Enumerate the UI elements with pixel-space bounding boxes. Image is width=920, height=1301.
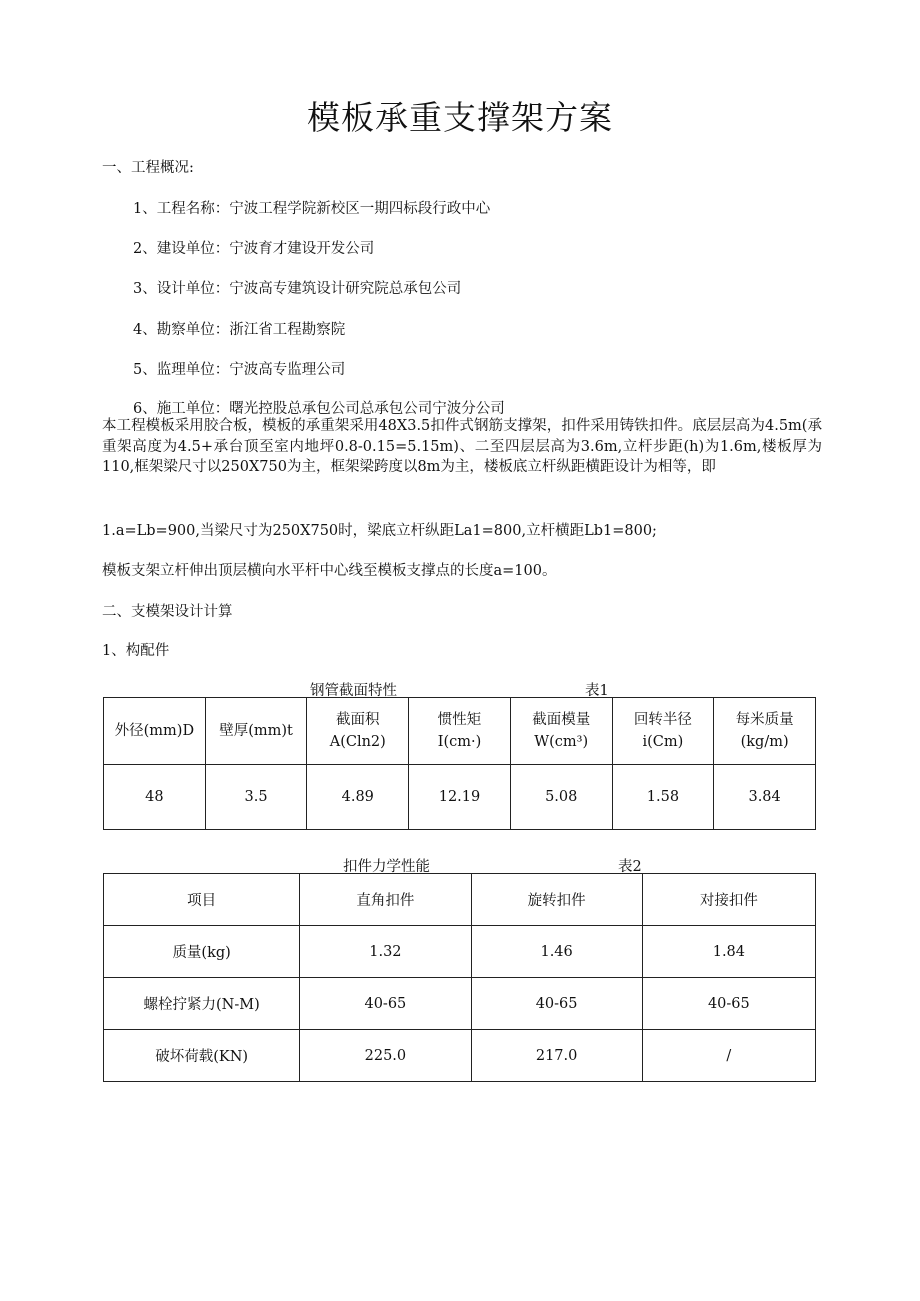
page-title: 模板承重支撑架方案 <box>307 98 613 137</box>
value-cell: 3.5 <box>205 765 307 830</box>
header-cell: 每米质量 (kg/m) <box>714 698 816 765</box>
survey-line: 4、勘察单位：浙江省工程勘察院 <box>133 322 346 338</box>
table-row <box>104 1030 816 1082</box>
project-name-line: 1、工程名称：宁波工程学院新校区一期四标段行政中心 <box>133 201 491 217</box>
steel-pipe-properties-table <box>103 697 816 830</box>
table-row <box>104 765 816 830</box>
value-cell: 225.0 <box>300 1030 471 1082</box>
header-cell: 旋转扣件 <box>471 874 642 926</box>
value-cell: 1.58 <box>612 765 714 830</box>
header-cell: 对接扣件 <box>642 874 815 926</box>
header-cell: 直角扣件 <box>300 874 471 926</box>
value-cell: / <box>642 1030 815 1082</box>
header-cell: 惯性矩 I(cm·) <box>409 698 511 765</box>
value-cell: 40-65 <box>300 978 471 1030</box>
table-row <box>104 926 816 978</box>
table-header-row <box>104 874 816 926</box>
spacing-line: 1.a=Lb=900,当梁尺寸为250X750时，梁底立杆纵距La1=800,立杆横距Lb1=800; <box>102 523 657 539</box>
table1-caption: 钢管截面特性 <box>310 683 397 699</box>
value-cell: 5.08 <box>510 765 612 830</box>
value-cell: 40-65 <box>642 978 815 1030</box>
value-cell: 1.46 <box>471 926 642 978</box>
header-cell: 回转半径 i(Cm) <box>612 698 714 765</box>
fastener-properties-table <box>103 873 816 1082</box>
header-cell: 截面模量 W(cm³) <box>510 698 612 765</box>
header-cell: 截面积 A(Cln2) <box>307 698 409 765</box>
value-cell: 48 <box>104 765 206 830</box>
table-header-row <box>104 698 816 765</box>
value-cell: 12.19 <box>409 765 511 830</box>
value-cell: 40-65 <box>471 978 642 1030</box>
value-cell: 217.0 <box>471 1030 642 1082</box>
extension-line: 模板支架立杆伸出顶层横向水平杆中心线至模板支撑点的长度a=100。 <box>102 563 557 579</box>
supervisor-line: 5、监理单位：宁波高专监理公司 <box>133 362 346 378</box>
header-cell: 外径(mm)D <box>104 698 206 765</box>
table-row <box>104 978 816 1030</box>
section-heading-calc: 二、支模架设计计算 <box>102 604 233 620</box>
table2-caption: 扣件力学性能 <box>343 859 430 875</box>
row-label-cell: 破坏荷载(KN) <box>104 1030 300 1082</box>
subsection-components: 1、构配件 <box>102 643 170 659</box>
header-cell: 项目 <box>104 874 300 926</box>
builder-line: 2、建设单位：宁波育才建设开发公司 <box>133 241 375 257</box>
value-cell: 1.32 <box>300 926 471 978</box>
table2-label: 表2 <box>618 859 642 875</box>
value-cell: 3.84 <box>714 765 816 830</box>
value-cell: 4.89 <box>307 765 409 830</box>
row-label-cell: 质量(kg) <box>104 926 300 978</box>
section-heading-overview: 一、工程概况: <box>102 160 194 176</box>
designer-line: 3、设计单位：宁波高专建筑设计研究院总承包公司 <box>133 281 462 297</box>
overview-paragraph: 本工程模板采用胶合板，模板的承重架采用48X3.5扣件式钢筋支撑架，扣件采用铸铁扣件。底层层高为4.5m(承重架高度为4.5+承台顶至室内地坪0.8-0.15=5.15m)、二至四层层高为3.6m,立杆步距(h)为1.6m,楼板厚为110,框架梁尺寸以250X750为主，框架梁跨度以8m为主，楼板底立杆纵距横距设计为相等，即 <box>102 418 822 475</box>
row-label-cell: 螺栓拧紧力(N-M) <box>104 978 300 1030</box>
table1-label: 表1 <box>585 683 609 699</box>
value-cell: 1.84 <box>642 926 815 978</box>
contractor-line: 6、施工单位：曙光控股总承包公司总承包公司宁波分公司 <box>133 401 505 417</box>
header-cell: 壁厚(mm)t <box>205 698 307 765</box>
